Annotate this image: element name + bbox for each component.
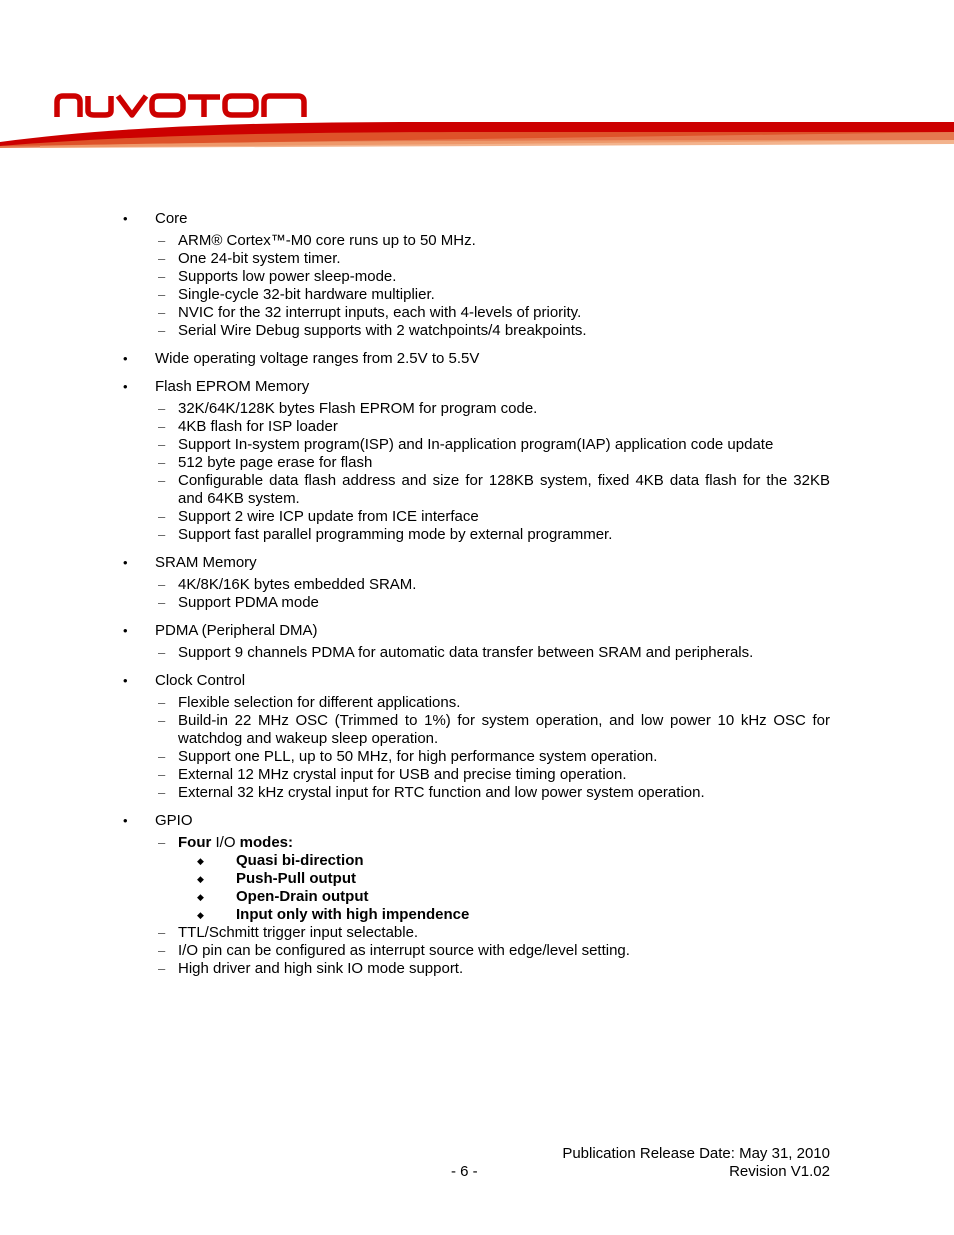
dash-icon: – <box>158 961 166 976</box>
list-item-text: I/O pin can be configured as interrupt source with edge/level setting. <box>178 942 630 959</box>
bullet-icon: • <box>123 555 128 570</box>
list-item-text: ARM® Cortex™-M0 core runs up to 50 MHz. <box>178 232 476 249</box>
list-item <box>0 418 830 436</box>
list-item-text: 4K/8K/16K bytes embedded SRAM. <box>178 576 417 593</box>
dash-icon: – <box>158 645 166 660</box>
list-item-text: Support 9 channels PDMA for automatic data transfer between SRAM and peripherals. <box>178 644 754 661</box>
list-item <box>0 576 830 594</box>
list-item <box>0 232 830 250</box>
list-item <box>0 304 830 322</box>
gpio-mode-item <box>0 888 954 906</box>
dash-icon: – <box>158 695 166 710</box>
dash-icon: – <box>158 577 166 592</box>
list-item <box>0 644 830 662</box>
page-number: - 6 - <box>451 1163 478 1180</box>
gpio-mode-item <box>0 906 954 924</box>
list-item-text: 32K/64K/128K bytes Flash EPROM for program code. <box>178 400 538 417</box>
list-item-text: Flexible selection for different applications. <box>178 694 461 711</box>
section-sram <box>0 554 954 612</box>
section-gpio <box>0 812 954 978</box>
list-item <box>0 748 830 766</box>
bullet-icon: • <box>123 211 128 226</box>
list-item <box>0 286 830 304</box>
dash-icon: – <box>158 595 166 610</box>
gpio-mode-item <box>0 852 954 870</box>
list-item <box>0 454 830 472</box>
section-voltage <box>0 350 954 368</box>
dash-icon: – <box>158 527 166 542</box>
list-item-text: Configurable data flash address and size for 128KB system, fixed 4KB data flash for the 32KB and 64KB system. <box>178 472 830 507</box>
dash-icon: – <box>158 323 166 338</box>
section-title: PDMA (Peripheral DMA) <box>155 622 318 639</box>
list-item-text: Supports low power sleep-mode. <box>178 268 397 285</box>
list-item-text: External 12 MHz crystal input for USB and precise timing operation. <box>178 766 627 783</box>
bullet-line <box>0 554 954 572</box>
list-item <box>0 526 830 544</box>
dash-icon: – <box>158 401 166 416</box>
list-item <box>0 268 830 286</box>
section-clock-control <box>0 672 954 802</box>
gpio-mode-text: Quasi bi-direction <box>236 852 364 869</box>
revision: Revision V1.02 <box>729 1163 830 1180</box>
list-item-text: Support one PLL, up to 50 MHz, for high performance system operation. <box>178 748 658 765</box>
list-item <box>0 712 830 748</box>
list-item <box>0 784 830 802</box>
list-item-text: Support fast parallel programming mode by external programmer. <box>178 526 613 543</box>
bullet-line <box>0 210 954 228</box>
bullet-icon: • <box>123 813 128 828</box>
bullet-icon: • <box>123 379 128 394</box>
list-item <box>0 594 830 612</box>
list-item <box>0 960 830 978</box>
list-item-text: One 24-bit system timer. <box>178 250 341 267</box>
list-item-text: 4KB flash for ISP loader <box>178 418 338 435</box>
section-title: GPIO <box>155 812 193 829</box>
dash-icon: – <box>158 455 166 470</box>
gpio-modes-heading <box>0 834 830 852</box>
dash-icon: – <box>158 437 166 452</box>
list-item <box>0 508 830 526</box>
list-item-text: NVIC for the 32 interrupt inputs, each with 4-levels of priority. <box>178 304 582 321</box>
gpio-mode-text: Input only with high impendence <box>236 906 470 923</box>
list-item-text: High driver and high sink IO mode support. <box>178 960 464 977</box>
list-item-text: Support PDMA mode <box>178 594 319 611</box>
list-item <box>0 924 830 942</box>
dash-icon: – <box>158 233 166 248</box>
dash-icon: – <box>158 767 166 782</box>
dash-icon: – <box>158 419 166 434</box>
list-item <box>0 400 830 418</box>
dash-icon: – <box>158 749 166 764</box>
list-item <box>0 436 830 454</box>
dash-icon: – <box>158 269 166 284</box>
diamond-icon: ◆ <box>197 892 204 902</box>
bullet-line <box>0 622 954 640</box>
list-item <box>0 250 830 268</box>
section-title: Flash EPROM Memory <box>155 378 310 395</box>
modes-count: Four <box>178 834 212 851</box>
modes-io: I/O <box>211 834 240 851</box>
diamond-icon: ◆ <box>197 856 204 866</box>
list-item <box>0 694 830 712</box>
gpio-mode-text: Open-Drain output <box>236 888 369 905</box>
bullet-icon: • <box>123 351 128 366</box>
header-band <box>0 120 954 148</box>
list-item-text: Serial Wire Debug supports with 2 watchpoints/4 breakpoints. <box>178 322 587 339</box>
list-item <box>0 472 830 508</box>
bullet-icon: • <box>123 623 128 638</box>
gpio-mode-item <box>0 870 954 888</box>
gpio-mode-text: Push-Pull output <box>236 870 356 887</box>
dash-icon: – <box>158 287 166 302</box>
dash-icon: – <box>158 925 166 940</box>
bullet-icon: • <box>123 673 128 688</box>
list-item-text: External 32 kHz crystal input for RTC function and low power system operation. <box>178 784 705 801</box>
dash-icon: – <box>158 835 166 850</box>
modes-word: modes: <box>239 834 294 851</box>
list-item-text: Support In-system program(ISP) and In-application program(IAP) application code update <box>178 436 774 453</box>
section-flash <box>0 378 954 544</box>
section-core <box>0 210 954 340</box>
diamond-icon: ◆ <box>197 910 204 920</box>
section-title: SRAM Memory <box>155 554 257 571</box>
publication-date: Publication Release Date: May 31, 2010 <box>562 1145 830 1162</box>
diamond-icon: ◆ <box>197 874 204 884</box>
dash-icon: – <box>158 713 166 728</box>
bullet-line <box>0 812 954 830</box>
list-item <box>0 766 830 784</box>
list-item-text: Single-cycle 32-bit hardware multiplier. <box>178 286 435 303</box>
dash-icon: – <box>158 251 166 266</box>
list-item <box>0 942 830 960</box>
dash-icon: – <box>158 473 166 488</box>
bullet-line <box>0 672 954 690</box>
list-item-text: TTL/Schmitt trigger input selectable. <box>178 924 419 941</box>
dash-icon: – <box>158 509 166 524</box>
feature-list <box>0 210 954 988</box>
section-title: Core <box>155 210 188 227</box>
list-item-text: Support 2 wire ICP update from ICE interface <box>178 508 479 525</box>
bullet-line <box>0 350 954 368</box>
dash-icon: – <box>158 943 166 958</box>
nuvoton-logo <box>54 90 308 118</box>
section-title: Wide operating voltage ranges from 2.5V to 5.5V <box>155 350 480 367</box>
dash-icon: – <box>158 305 166 320</box>
dash-icon: – <box>158 785 166 800</box>
bullet-line <box>0 378 954 396</box>
list-item-text: Build-in 22 MHz OSC (Trimmed to 1%) for system operation, and low power 10 kHz OSC for watchdog and wakeup sleep operation. <box>178 712 830 747</box>
section-title: Clock Control <box>155 672 246 689</box>
list-item-text: 512 byte page erase for flash <box>178 454 373 471</box>
section-pdma <box>0 622 954 662</box>
list-item <box>0 322 830 340</box>
